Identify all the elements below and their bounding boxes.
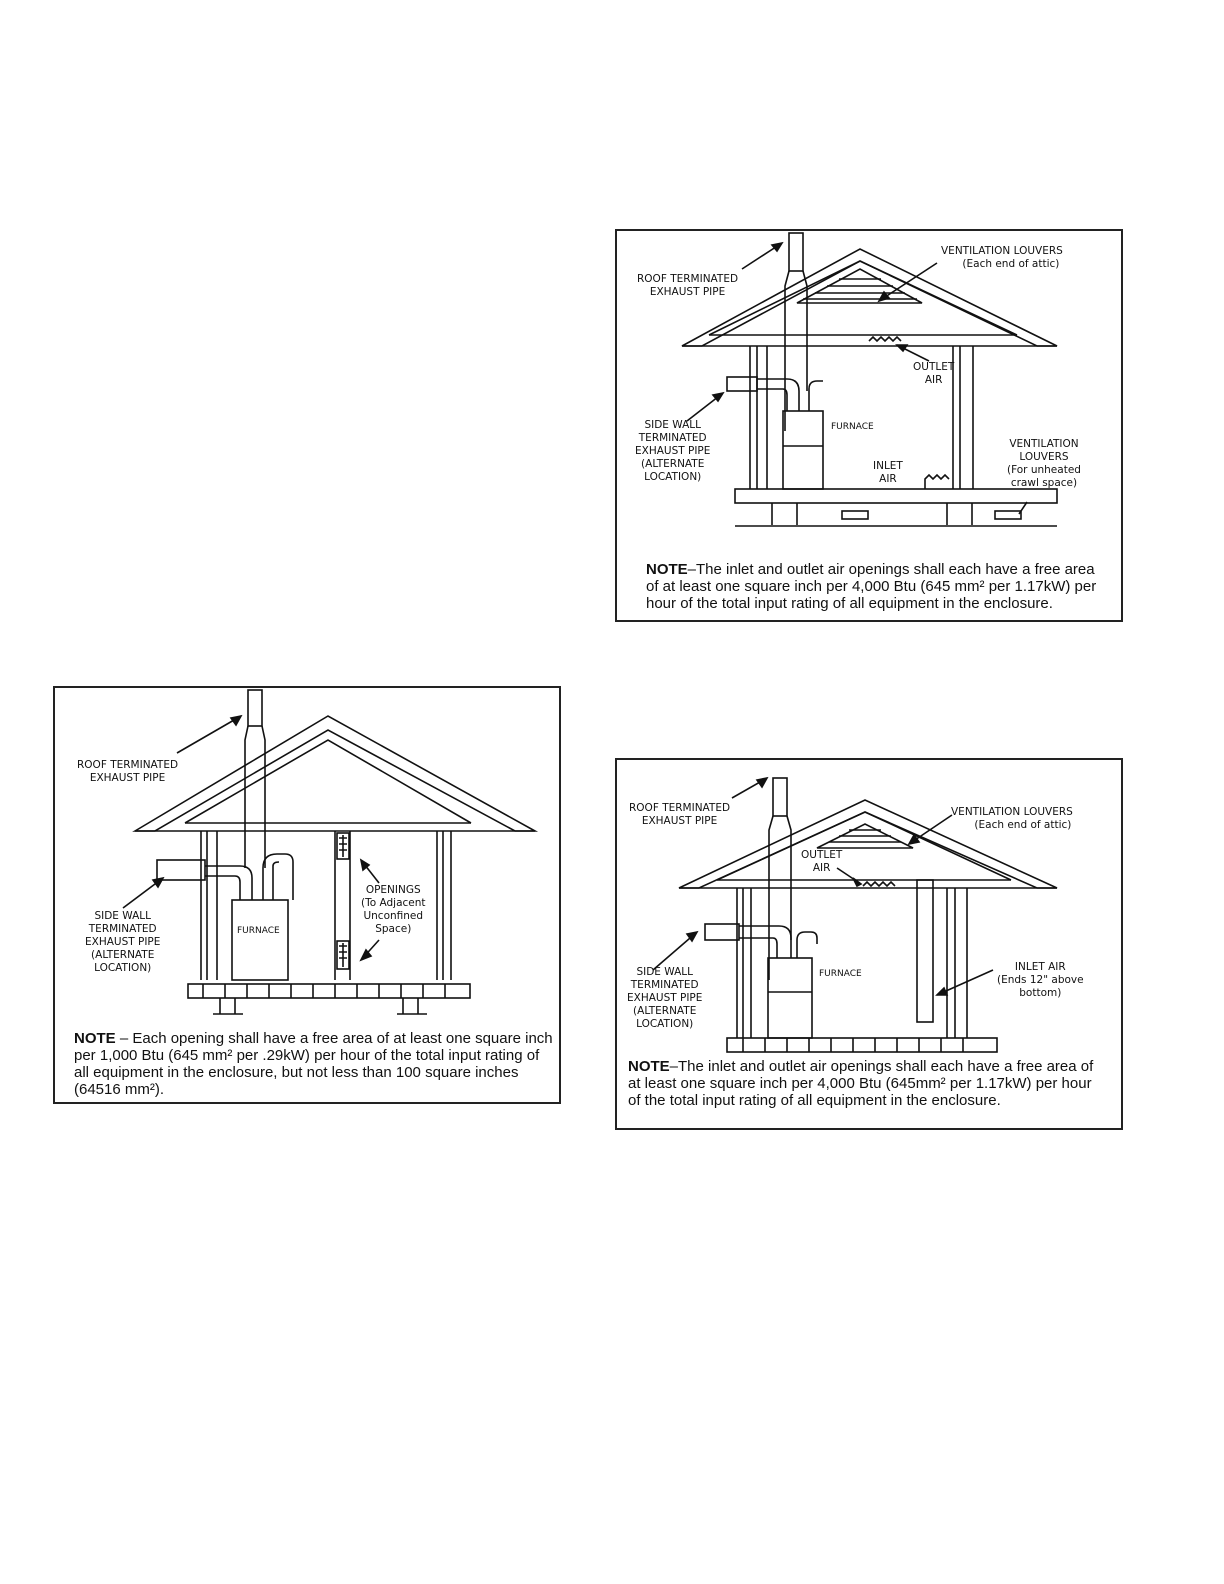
- figure-adjacent-unconfined-space: [53, 686, 561, 1104]
- figure-attic-inlet-duct: [615, 758, 1123, 1130]
- roof-inner: [709, 261, 1017, 335]
- label-side-wall-exhaust-2: SIDE WALL TERMINATED EXHAUST PIPE (ALTERNATE LOCATION): [85, 910, 161, 974]
- furnace-box: [783, 411, 823, 489]
- figure-attic-crawl-space-air: [615, 229, 1123, 622]
- label-inlet-air-3: INLET AIR (Ends 12" above bottom): [997, 961, 1084, 999]
- label-furnace-2: FURNACE: [237, 926, 280, 936]
- inlet-duct: [917, 880, 933, 1022]
- label-side-wall-exhaust-3: SIDE WALL TERMINATED EXHAUST PIPE (ALTERNATE LOCATION): [627, 966, 703, 1030]
- note-label-2: NOTE: [74, 1030, 116, 1047]
- note-text-3: NOTE–The inlet and outlet air openings shall each have a free area of at least one square inch per 4,000 Btu (645mm² per 1.17kW) per hour of the total input rating of all equipment in the enclosure.: [628, 1058, 1094, 1109]
- label-side-wall-exhaust: SIDE WALL TERMINATED EXHAUST PIPE (ALTERNATE LOCATION): [635, 419, 711, 483]
- label-roof-exhaust-3: ROOF TERMINATED EXHAUST PIPE: [629, 802, 731, 827]
- note-text: NOTE–The inlet and outlet air openings shall each have a free area of at least one square inch per 4,000 Btu (645 mm² per 1.17kW) per hour of the total input rating of all equipment in the enclosure.: [646, 561, 1097, 612]
- furnace-box-2: [232, 900, 288, 980]
- label-outlet-air-3: OUTLET AIR: [801, 849, 843, 874]
- label-inlet-air: INLET AIR: [873, 460, 903, 485]
- label-openings: OPENINGS (To Adjacent Unconfined Space): [361, 884, 426, 935]
- label-ventilation-louvers: VENTILATION LOUVERS (Each end of attic): [941, 245, 1063, 270]
- label-furnace-3: FURNACE: [819, 969, 862, 979]
- label-ventilation-louvers-3: VENTILATION LOUVERS (Each end of attic): [951, 806, 1073, 831]
- label-outlet-air: OUTLET AIR: [913, 361, 955, 386]
- note-label-3: NOTE: [628, 1058, 670, 1075]
- note-text-2: NOTE – Each opening shall have a free area of at least one square inch per 1,000 Btu (645 mm² per .29kW) per hour of the total input rating of all equipment in the enclosure, but not less than 100 square inches (64516 mm²).: [74, 1030, 553, 1098]
- note-label: NOTE: [646, 561, 688, 578]
- furnace-box-3: [768, 958, 812, 1038]
- label-roof-exhaust: ROOF TERMINATED EXHAUST PIPE: [637, 273, 739, 298]
- label-roof-exhaust-2: ROOF TERMINATED EXHAUST PIPE: [77, 759, 179, 784]
- label-furnace: FURNACE: [831, 422, 874, 432]
- label-crawl-louvers: VENTILATION LOUVERS (For unheated crawl space): [1007, 438, 1081, 489]
